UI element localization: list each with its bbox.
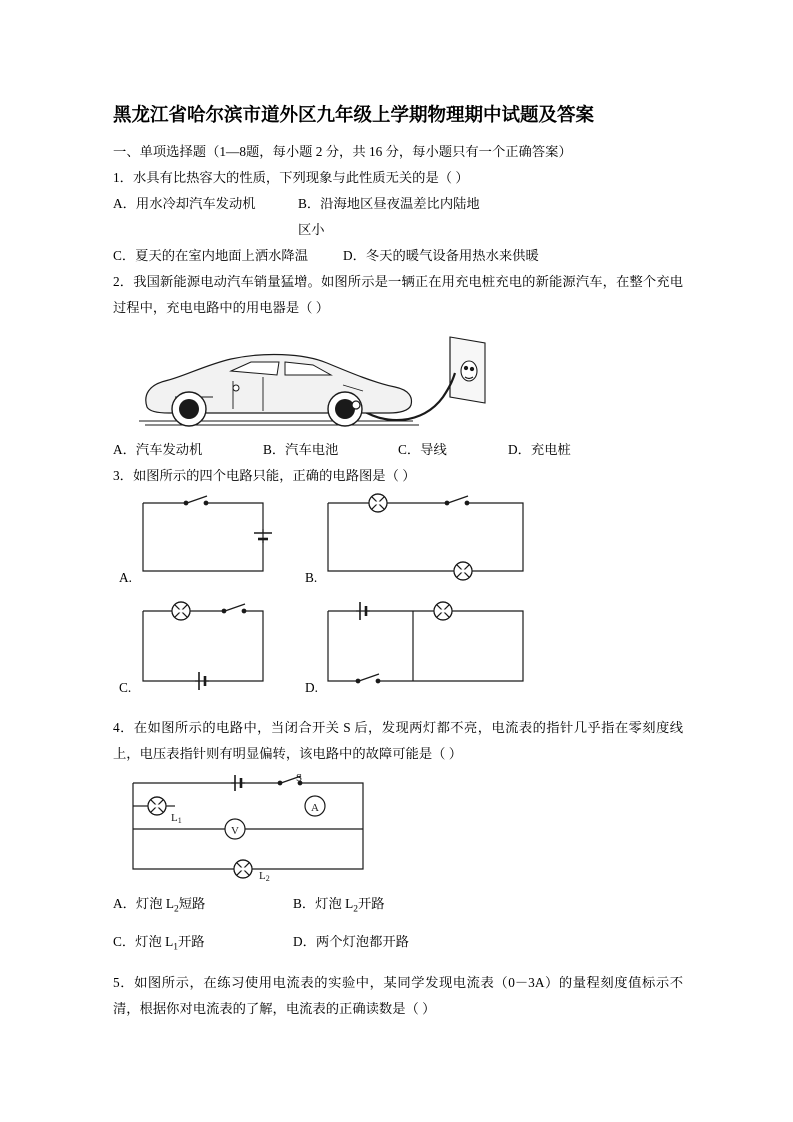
ammeter-label: A bbox=[311, 802, 319, 814]
question-3-number: 3． bbox=[113, 468, 133, 483]
question-4-option-a: A．灯泡 $L_2$短路 bbox=[113, 896, 206, 915]
question-3-label-a: A. bbox=[119, 570, 132, 585]
question-4-stem bbox=[113, 715, 683, 767]
question-1-option-c: C．夏天的在室内地面上洒水降温 bbox=[113, 248, 309, 263]
question-4-option-b: B．灯泡 $L_2$开路 bbox=[293, 896, 385, 915]
question-2-text: 我国新能源电动汽车销量猛增。如图所示是一辆正在用充电桩充电的新能源汽车，在整个充电过程中，充电电路中的用电器是（ ） bbox=[113, 274, 684, 315]
voltmeter-label: V bbox=[231, 825, 239, 837]
question-2-number: 2． bbox=[113, 274, 134, 289]
question-4-options-row-1 bbox=[113, 891, 683, 923]
document-content bbox=[113, 95, 683, 1022]
car-charging-illustration bbox=[113, 325, 533, 435]
question-4-number: 4． bbox=[113, 720, 134, 735]
switch-label: S bbox=[296, 772, 303, 784]
question-3-circuits-row-2 bbox=[113, 597, 683, 707]
question-4-option-d: D．两个灯泡都开路 bbox=[293, 933, 409, 949]
question-1-option-a: A．用水冷却汽车发动机 bbox=[113, 196, 256, 211]
circuit-two-lamps-ammeter-voltmeter bbox=[113, 771, 433, 883]
section-heading: 一、单项选择题（1—8题，每小题 2 分，共 16 分，每小题只有一个正确答案） bbox=[113, 144, 572, 159]
question-2-option-b: B．汽车电池 bbox=[263, 442, 339, 457]
circuit-diagrams-ab bbox=[113, 493, 683, 593]
question-4-text: 在如图所示的电路中，当闭合开关 S 后，发现两灯都不亮，电流表的指针几乎指在零刻度线上，电压表指针则有明显偏转，该电路中的故障可能是（ ） bbox=[113, 720, 683, 761]
question-1-number: 1． bbox=[113, 170, 133, 185]
question-5-stem bbox=[113, 970, 683, 1022]
lamp-2-label: L2 bbox=[259, 870, 270, 883]
question-2-option-c: C．导线 bbox=[398, 442, 447, 457]
question-4-options-row-2 bbox=[113, 929, 683, 961]
question-2-options bbox=[113, 437, 683, 463]
question-1-text: 水具有比热容大的性质，下列现象与此性质无关的是（ ） bbox=[132, 170, 469, 185]
question-3-text: 如图所示的四个电路只能，正确的电路图是（ ） bbox=[132, 468, 416, 483]
electric-car-charging-figure bbox=[113, 325, 683, 435]
question-3-label-d: D. bbox=[305, 680, 318, 695]
question-5-number: 5． bbox=[113, 975, 135, 991]
page-title: 黑龙江省哈尔滨市道外区九年级上学期物理期中试题及答案 bbox=[113, 104, 595, 125]
question-1-option-d: D．冬天的暖气设备用热水来供暖 bbox=[343, 248, 539, 263]
question-3-label-b: B. bbox=[305, 570, 318, 585]
question-1-options-row-2 bbox=[113, 243, 683, 269]
question-3-circuits-row-1 bbox=[113, 493, 683, 593]
question-2-option-d: D．充电桩 bbox=[508, 442, 571, 457]
circuit-diagrams-cd bbox=[113, 597, 683, 707]
question-3-stem bbox=[113, 463, 683, 489]
question-5-text: 如图所示，在练习使用电流表的实验中，某同学发现电流表（0－3A）的量程刻度值标示不清，根据你对电流表的了解，电流表的正确读数是（ ） bbox=[113, 975, 683, 1017]
question-1-stem bbox=[113, 165, 683, 191]
lamp-1-label: L1 bbox=[171, 812, 182, 825]
question-3-label-c: C. bbox=[119, 680, 132, 695]
question-4-circuit-figure bbox=[113, 771, 683, 883]
question-1-options-row-1 bbox=[113, 191, 683, 243]
question-1-option-b: B．沿海地区昼夜温差比内陆地区小 bbox=[298, 196, 480, 237]
question-4-option-c: C．灯泡 $L_1$开路 bbox=[113, 933, 205, 953]
question-2-stem bbox=[113, 269, 683, 321]
question-2-option-a: A．汽车发动机 bbox=[113, 442, 203, 457]
